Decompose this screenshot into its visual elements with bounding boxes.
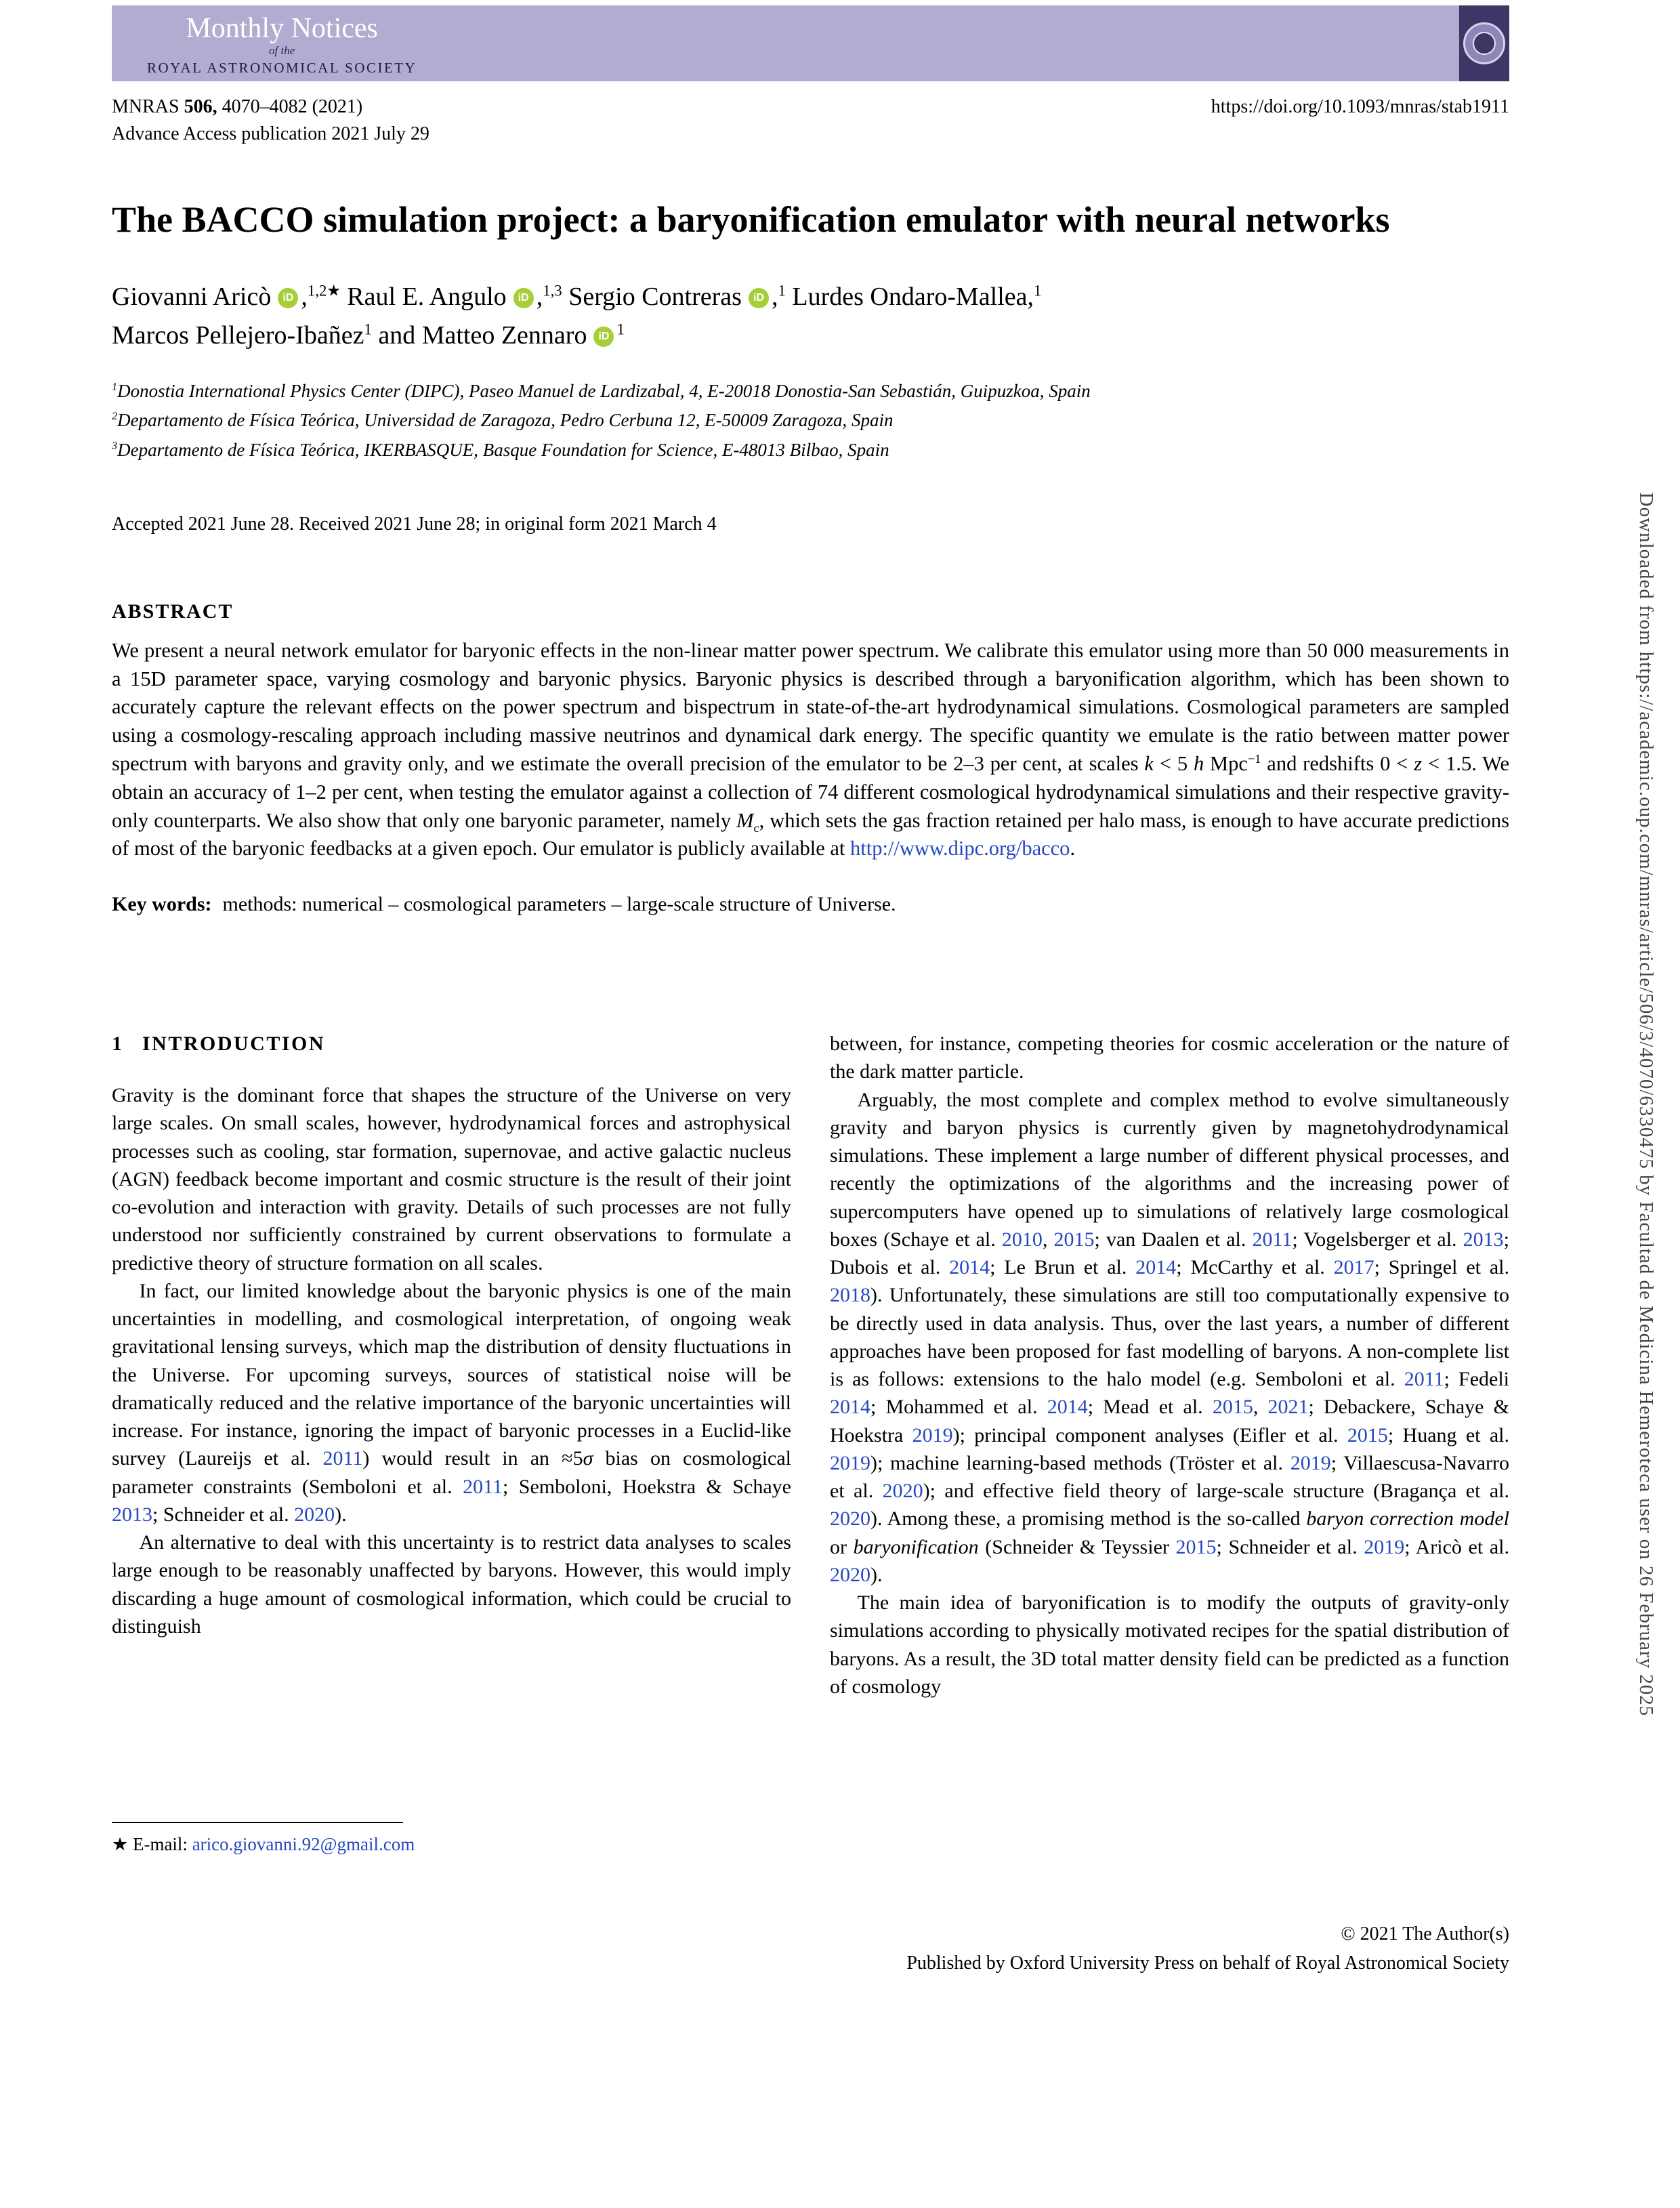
citation-volume: 506, xyxy=(184,96,217,117)
orcid-icon[interactable]: iD xyxy=(278,288,298,308)
affiliation-1: $^1$Donostia International Physics Center (DIPC), Paseo Manuel de Lardizabal, 4, E-20018 Donostia-San Sebastián, Guipuzkoa, Spain xyxy=(112,381,1091,402)
author-line-1: Giovanni Aricò iD ,$^{1,2★}$ Raul E. Angulo iD ,$^{1,3}$ Sergio Contreras iD ,$^1$ Lurdes Ondaro-Mallea,$^1$ xyxy=(112,282,1042,311)
citation-link[interactable]: 2020 xyxy=(830,1563,870,1586)
citation-journal: MNRAS xyxy=(112,96,184,117)
paragraph: between, for instance, competing theories for cosmic acceleration or the nature of the dark matter particle. xyxy=(830,1033,1509,1083)
advance-access-line: Advance Access publication 2021 July 29 xyxy=(112,123,429,144)
citation-link[interactable]: 2015 xyxy=(1175,1535,1217,1558)
email-link[interactable]: arico.giovanni.92@gmail.com xyxy=(192,1834,415,1855)
ras-seal-icon xyxy=(1463,22,1505,64)
keywords-text: methods: numerical – cosmological parameters – large-scale structure of Universe. xyxy=(222,893,896,916)
copyright-line-1: © 2021 The Author(s) xyxy=(1341,1923,1509,1945)
citation-link[interactable]: 2013 xyxy=(1463,1228,1504,1251)
two-column-body xyxy=(112,1030,1509,1855)
orcid-icon[interactable]: iD xyxy=(749,288,769,308)
copyright-block xyxy=(112,1919,1509,1978)
citation-link[interactable]: 2020 xyxy=(882,1480,923,1503)
orcid-icon[interactable]: iD xyxy=(513,288,534,308)
journal-of-the: of the xyxy=(269,44,295,58)
citation-link[interactable]: 2014 xyxy=(1047,1396,1088,1419)
left-column xyxy=(112,1030,791,1855)
citation-link[interactable]: 2014 xyxy=(949,1256,990,1279)
download-watermark: Downloaded from https://academic.oup.com/mnras/article/506/3/4070/6330475 by Facultad de Medicina Hemeroteca user on 26 February 2025 xyxy=(1635,492,1657,1716)
citation-link[interactable]: 2019 xyxy=(1364,1535,1405,1558)
section-title: INTRODUCTION xyxy=(142,1033,326,1056)
paragraph: In fact, our limited knowledge about the baryonic physics is one of the main uncertainties in modelling, and cosmological interpretation, of ongoing weak gravitational lensing surveys, which map the distribution of density fluctuations in the Universe. For upcoming surveys, sources of statistical noise will be dramatically reduced and the relative importance of the baryonic uncertainties will increase. For instance, ignoring the impact of baryonic processes in a Euclid-like survey (Laureijs et al. 2011) would result in an ≈5σ bias on cosmological parameter constraints (Semboloni et al. 2011; Semboloni, Hoekstra & Schaye 2013; Schneider et al. 2020). xyxy=(112,1279,792,1526)
history-line: Accepted 2021 June 28. Received 2021 June 28; in original form 2021 March 4 xyxy=(112,513,717,535)
right-column-paragraphs xyxy=(830,1030,1509,1701)
citation-pages: 4070–4082 (2021) xyxy=(217,96,363,117)
journal-society: ROYAL ASTRONOMICAL SOCIETY xyxy=(147,60,417,77)
footnote-text: ★ E-mail: arico.giovanni.92@gmail.com xyxy=(112,1834,415,1855)
copyright-line-2: Published by Oxford University Press on behalf of Royal Astronomical Society xyxy=(906,1953,1509,1974)
citation-row xyxy=(112,96,1509,118)
right-column xyxy=(830,1030,1509,1855)
citation-link[interactable]: 2020 xyxy=(294,1503,335,1526)
citation-link[interactable]: 2021 xyxy=(1267,1396,1309,1419)
doi-link[interactable]: https://doi.org/10.1093/mnras/stab1911 xyxy=(1211,96,1509,117)
affiliation-2: $^2$Departamento de Física Teórica, Universidad de Zaragoza, Pedro Cerbuna 12, E-50009 Zaragoza, Spain xyxy=(112,410,894,431)
citation-link[interactable]: 2013 xyxy=(112,1503,152,1526)
citation-link[interactable]: 2010 xyxy=(1001,1228,1043,1251)
paragraph: Arguably, the most complete and complex method to evolve simultaneously gravity and baryon physics is currently given by magnetohydrodynamical simulations. These implement a large number of different physical processes, and recently the optimizations of the algorithms and the increasing power of supercomputers have opened up to simulations of relatively large cosmological boxes (Schaye et al. 2010, 2015; van Daalen et al. 2011; Vogelsberger et al. 2013; Dubois et al. 2014; Le Brun et al. 2014; McCarthy et al. 2017; Springel et al. 2018). Unfortunately, these simulations are still too computationally expensive to be directly used in data analysis. Thus, over the last years, a number of different approaches have been proposed for fast modelling of baryons. A non-complete list is as follows: extensions to the halo model (e.g. Semboloni et al. 2011; Fedeli 2014; Mohammed et al. 2014; Mead et al. 2015, 2021; Debackere, Schaye & Hoekstra 2019); principal component analyses (Eifler et al. 2015; Huang et al. 2019); machine learning-based methods (Tröster et al. 2019; Villaescusa-Navarro et al. 2020); and effective field theory of large-scale structure (Bragança et al. 2020). Among these, a promising method is the so-called baryon correction model or baryonification (Schneider & Teyssier 2015; Schneider et al. 2019; Aricò et al. 2020). xyxy=(830,1088,1510,1586)
section-heading-introduction xyxy=(112,1033,791,1056)
paragraph: Gravity is the dominant force that shapes the structure of the Universe on very large scales. On small scales, however, hydrodynamical forces and astrophysical processes such as cooling, star formation, supernovae, and active galactic nucleus (AGN) feedback become important and cosmic structure is the result of their joint co-evolution and interaction with gravity. Details of such processes are not fully understood nor sufficiently constrained by current observations to formulate a predictive theory of structure formation on all scales. xyxy=(112,1084,791,1274)
email-footnote xyxy=(112,1822,415,1855)
article-title: The BACCO simulation project: a baryonification emulator with neural networks xyxy=(112,199,1390,240)
citation-link[interactable]: 2011 xyxy=(1252,1228,1293,1251)
paragraph: The main idea of baryonification is to modify the outputs of gravity-only simulations according to physically motivated recipes for the spatial distribution of baryons. As a result, the 3D total matter density field can be predicted as a function of cosmology xyxy=(830,1591,1509,1698)
orcid-icon[interactable]: iD xyxy=(593,327,614,347)
journal-citation xyxy=(112,96,362,118)
citation-link[interactable]: 2019 xyxy=(912,1423,953,1446)
abstract-heading: ABSTRACT xyxy=(112,600,234,623)
citation-link[interactable]: 2019 xyxy=(830,1451,870,1474)
citation-link[interactable]: 2014 xyxy=(830,1396,870,1419)
paragraph: An alternative to deal with this uncertainty is to restrict data analyses to scales large enough to be reasonably unaffected by baryons. However, this would imply discarding a huge amount of cosmological information, which could be crucial to distinguish xyxy=(112,1531,791,1638)
citation-link[interactable]: 2011 xyxy=(1404,1368,1444,1391)
keywords-line xyxy=(112,893,1509,916)
journal-logotype xyxy=(112,5,417,81)
journal-name: Monthly Notices xyxy=(186,13,378,44)
page-content xyxy=(112,5,1509,1978)
ras-logo xyxy=(1459,5,1509,81)
keywords-label: Key words: xyxy=(112,893,212,916)
citation-link[interactable]: 2015 xyxy=(1347,1423,1388,1446)
footnote-rule xyxy=(112,1822,403,1823)
ras-seal-inner xyxy=(1473,32,1496,55)
citation-link[interactable]: 2014 xyxy=(1135,1256,1177,1279)
journal-masthead xyxy=(112,5,1509,81)
citation-link[interactable]: 2011 xyxy=(322,1447,363,1470)
citation-link[interactable]: 2011 xyxy=(463,1475,503,1498)
affiliation-3: $^3$Departamento de Física Teórica, IKERBASQUE, Basque Foundation for Science, E-48013 Bilbao, Spain xyxy=(112,439,889,460)
affiliations xyxy=(112,377,1509,465)
citation-link[interactable]: 2019 xyxy=(1290,1451,1331,1474)
section-number: 1 xyxy=(112,1033,122,1056)
citation-link[interactable]: 2020 xyxy=(830,1507,870,1530)
author-line-2: Marcos Pellejero-Ibañez$^1$ and Matteo Zennaro iD $^1$ xyxy=(112,320,625,350)
abstract-text: We present a neural network emulator for baryonic effects in the non-linear matter power spectrum. We calibrate this emulator using more than 50 000 measurements in a 15D parameter space, varying cosmology and baryonic physics. Baryonic physics is described through a baryonification algorithm, which has been shown to accurately capture the relevant effects on the power spectrum and bispectrum in state-of-the-art hydrodynamical simulations. Cosmological parameters are sampled using a cosmology-rescaling approach including massive neutrinos and dynamical dark energy. The specific quantity we emulate is the ratio between matter power spectrum with baryons and gravity only, and we estimate the overall precision of the emulator to be 2–3 per cent, at scales k < 5 h Mpc$^{-1}$ and redshifts 0 < z < 1.5. We obtain an accuracy of 1–2 per cent, when testing the emulator against a collection of 74 different cosmological hydrodynamical simulations and their respective gravity-only counterparts. We also show that only one baryonic parameter, namely $M_c$, which sets the gas fraction retained per halo mass, is enough to have accurate predictions of most of the baryonic feedbacks at a given epoch. Our emulator is publicly available at http://www.dipc.org/bacco. xyxy=(112,638,1510,860)
citation-link[interactable]: 2015 xyxy=(1053,1228,1095,1251)
citation-link[interactable]: 2017 xyxy=(1333,1256,1374,1279)
citation-link[interactable]: 2015 xyxy=(1212,1396,1253,1419)
citation-link[interactable]: 2018 xyxy=(830,1284,870,1307)
left-column-paragraphs xyxy=(112,1081,791,1640)
bacco-link[interactable]: http://www.dipc.org/bacco xyxy=(850,837,1070,860)
